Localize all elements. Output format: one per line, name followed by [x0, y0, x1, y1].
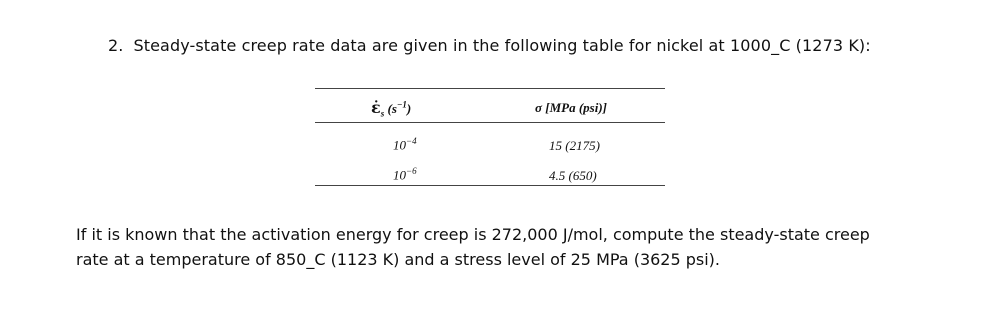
- question-number: 2.: [108, 36, 124, 55]
- header-stress: σ [MPa (psi)]: [535, 100, 607, 115]
- table-top-rule: [315, 88, 665, 89]
- table-row-1-stress: 15 (2175): [549, 138, 600, 153]
- paragraph-line-2: rate at a temperature of 850_C (1123 K) and a stress level of 25 MPa (3625 psi).: [76, 250, 721, 269]
- header-bottom-rule: [315, 122, 665, 123]
- creep-rate-unit: $(s^{-1})$: [387, 99, 412, 116]
- table-row-1-rate: $10^{-4}$: [393, 136, 417, 153]
- paragraph-line-1: If it is known that the activation energy for creep is 272,000 J/mol, compute the steady-state creep: [76, 225, 870, 244]
- question-paragraph: [76, 222, 976, 272]
- table-bottom-rule: [315, 185, 665, 186]
- question-heading: [108, 36, 871, 55]
- header-creep-rate: [371, 98, 411, 119]
- question-text: Steady-state creep rate data are given in the following table for nickel at 1000_C (1273 K):: [133, 36, 871, 55]
- table-row-2-rate: $10^{-6}$: [393, 166, 417, 183]
- creep-rate-subscript: s: [380, 108, 385, 119]
- creep-rate-symbol: ε̇: [371, 98, 381, 117]
- table-row-2-stress: 4.5 (650): [549, 168, 597, 183]
